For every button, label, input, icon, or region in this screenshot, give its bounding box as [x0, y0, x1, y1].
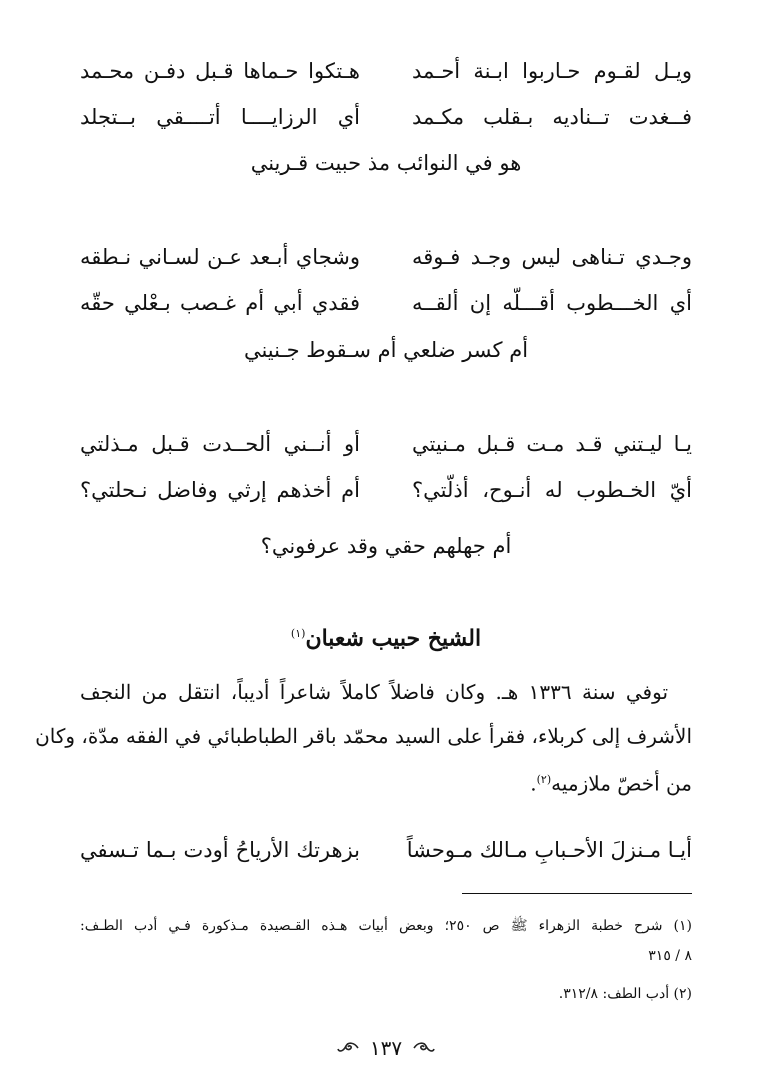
page-number-value: ١٣٧ [369, 1036, 403, 1060]
verse-row [80, 52, 692, 90]
footnote: (١) شرح خطبة الزهراء ﷺ ص ٢٥٠؛ وبعض أبيات هـذه القـصيدة مـذكورة فـي أدب الطـف: [80, 918, 692, 934]
verse-hemistich-right: وجـدي تـناهى ليس وجـد فـوقه [412, 245, 692, 269]
verse-hemistich-left: أي الرزايــــا أتــــقي بــتجلد [80, 105, 360, 129]
verse-hemistich-right: يـا ليـتني قـد مـت قـبل مـنيتي [412, 432, 692, 456]
verse-row [80, 425, 692, 463]
verse-hemistich-right: أيّ الخـطوب له أنـوح، أذلّتي؟ [412, 478, 692, 502]
prose-end: . [530, 771, 537, 796]
footnote-ref: (٢) [536, 773, 552, 786]
verse-hemistich-left: فقدي أبي أم غـصب بـعْلي حقّه [80, 291, 360, 315]
prose-text: من أخصّ ملازميه [551, 771, 692, 796]
verse-hemistich-left: أم أخذهم إرثي وفاضل نـحلتي؟ [80, 478, 360, 502]
verse-row [80, 238, 692, 276]
verse-row [80, 98, 692, 136]
ornament-left-icon [336, 1035, 360, 1065]
verse-hemistich-right: ويـل لقـوم حـاربوا ابـنة أحـمد [412, 59, 692, 83]
verse-hemistich-left: هـتكوا حـماها قـبل دفـن محـمد [80, 59, 360, 83]
heading-title: الشيخ حبيب شعبان [305, 625, 482, 652]
prose-line: الأشرف إلى كربلاء، فقرأ على السيد محمّد باقر الطباطبائي في الفقه مدّة، وكان [35, 724, 692, 748]
verse-refrain: هو في النوائب مذ حبيت قـريني [250, 151, 522, 175]
section-heading [80, 616, 692, 656]
verse-hemistich-left: وشجاي أبـعد عـن لسـاني نـطقه [80, 245, 360, 269]
footnote-continuation: ٨ / ٣١٥ [648, 948, 692, 964]
verse-hemistich-right: أيـا مـنزلَ الأحـبابِ مـالك مـوحشاً [406, 838, 692, 862]
verse-row [80, 831, 692, 869]
page-number [0, 1033, 772, 1065]
verse-hemistich-left: بزهرتك الأرياحُ أودت بـما تـسفي [80, 838, 360, 862]
verse-hemistich-right: أي الخـــطوب أقـــلّه إن ألقــه [412, 291, 692, 315]
verse-row [80, 284, 692, 322]
ornament-right-icon [412, 1035, 436, 1065]
prose-line [80, 760, 692, 804]
verse-refrain: أم كسر ضلعي أم سـقوط جـنيني [243, 338, 529, 362]
prose-line: توفي سنة ١٣٣٦ هـ. وكان فاضلاً كاملاً شاعراً أديباً، انتقل من النجف [80, 680, 669, 704]
footnote: (٢) أدب الطف: ٣١٢/٨. [558, 986, 692, 1002]
footnote-ref: (١) [290, 627, 306, 640]
verse-refrain: أم جهلهم حقي وقد عرفوني؟ [260, 534, 512, 558]
verse-row [80, 471, 692, 509]
footnote-divider [462, 893, 692, 894]
verse-hemistich-left: أو أنــني ألحــدت قـبل مـذلتي [80, 432, 360, 456]
verse-hemistich-right: فــغدت تــناديه بـقلب مكـمد [412, 105, 692, 129]
